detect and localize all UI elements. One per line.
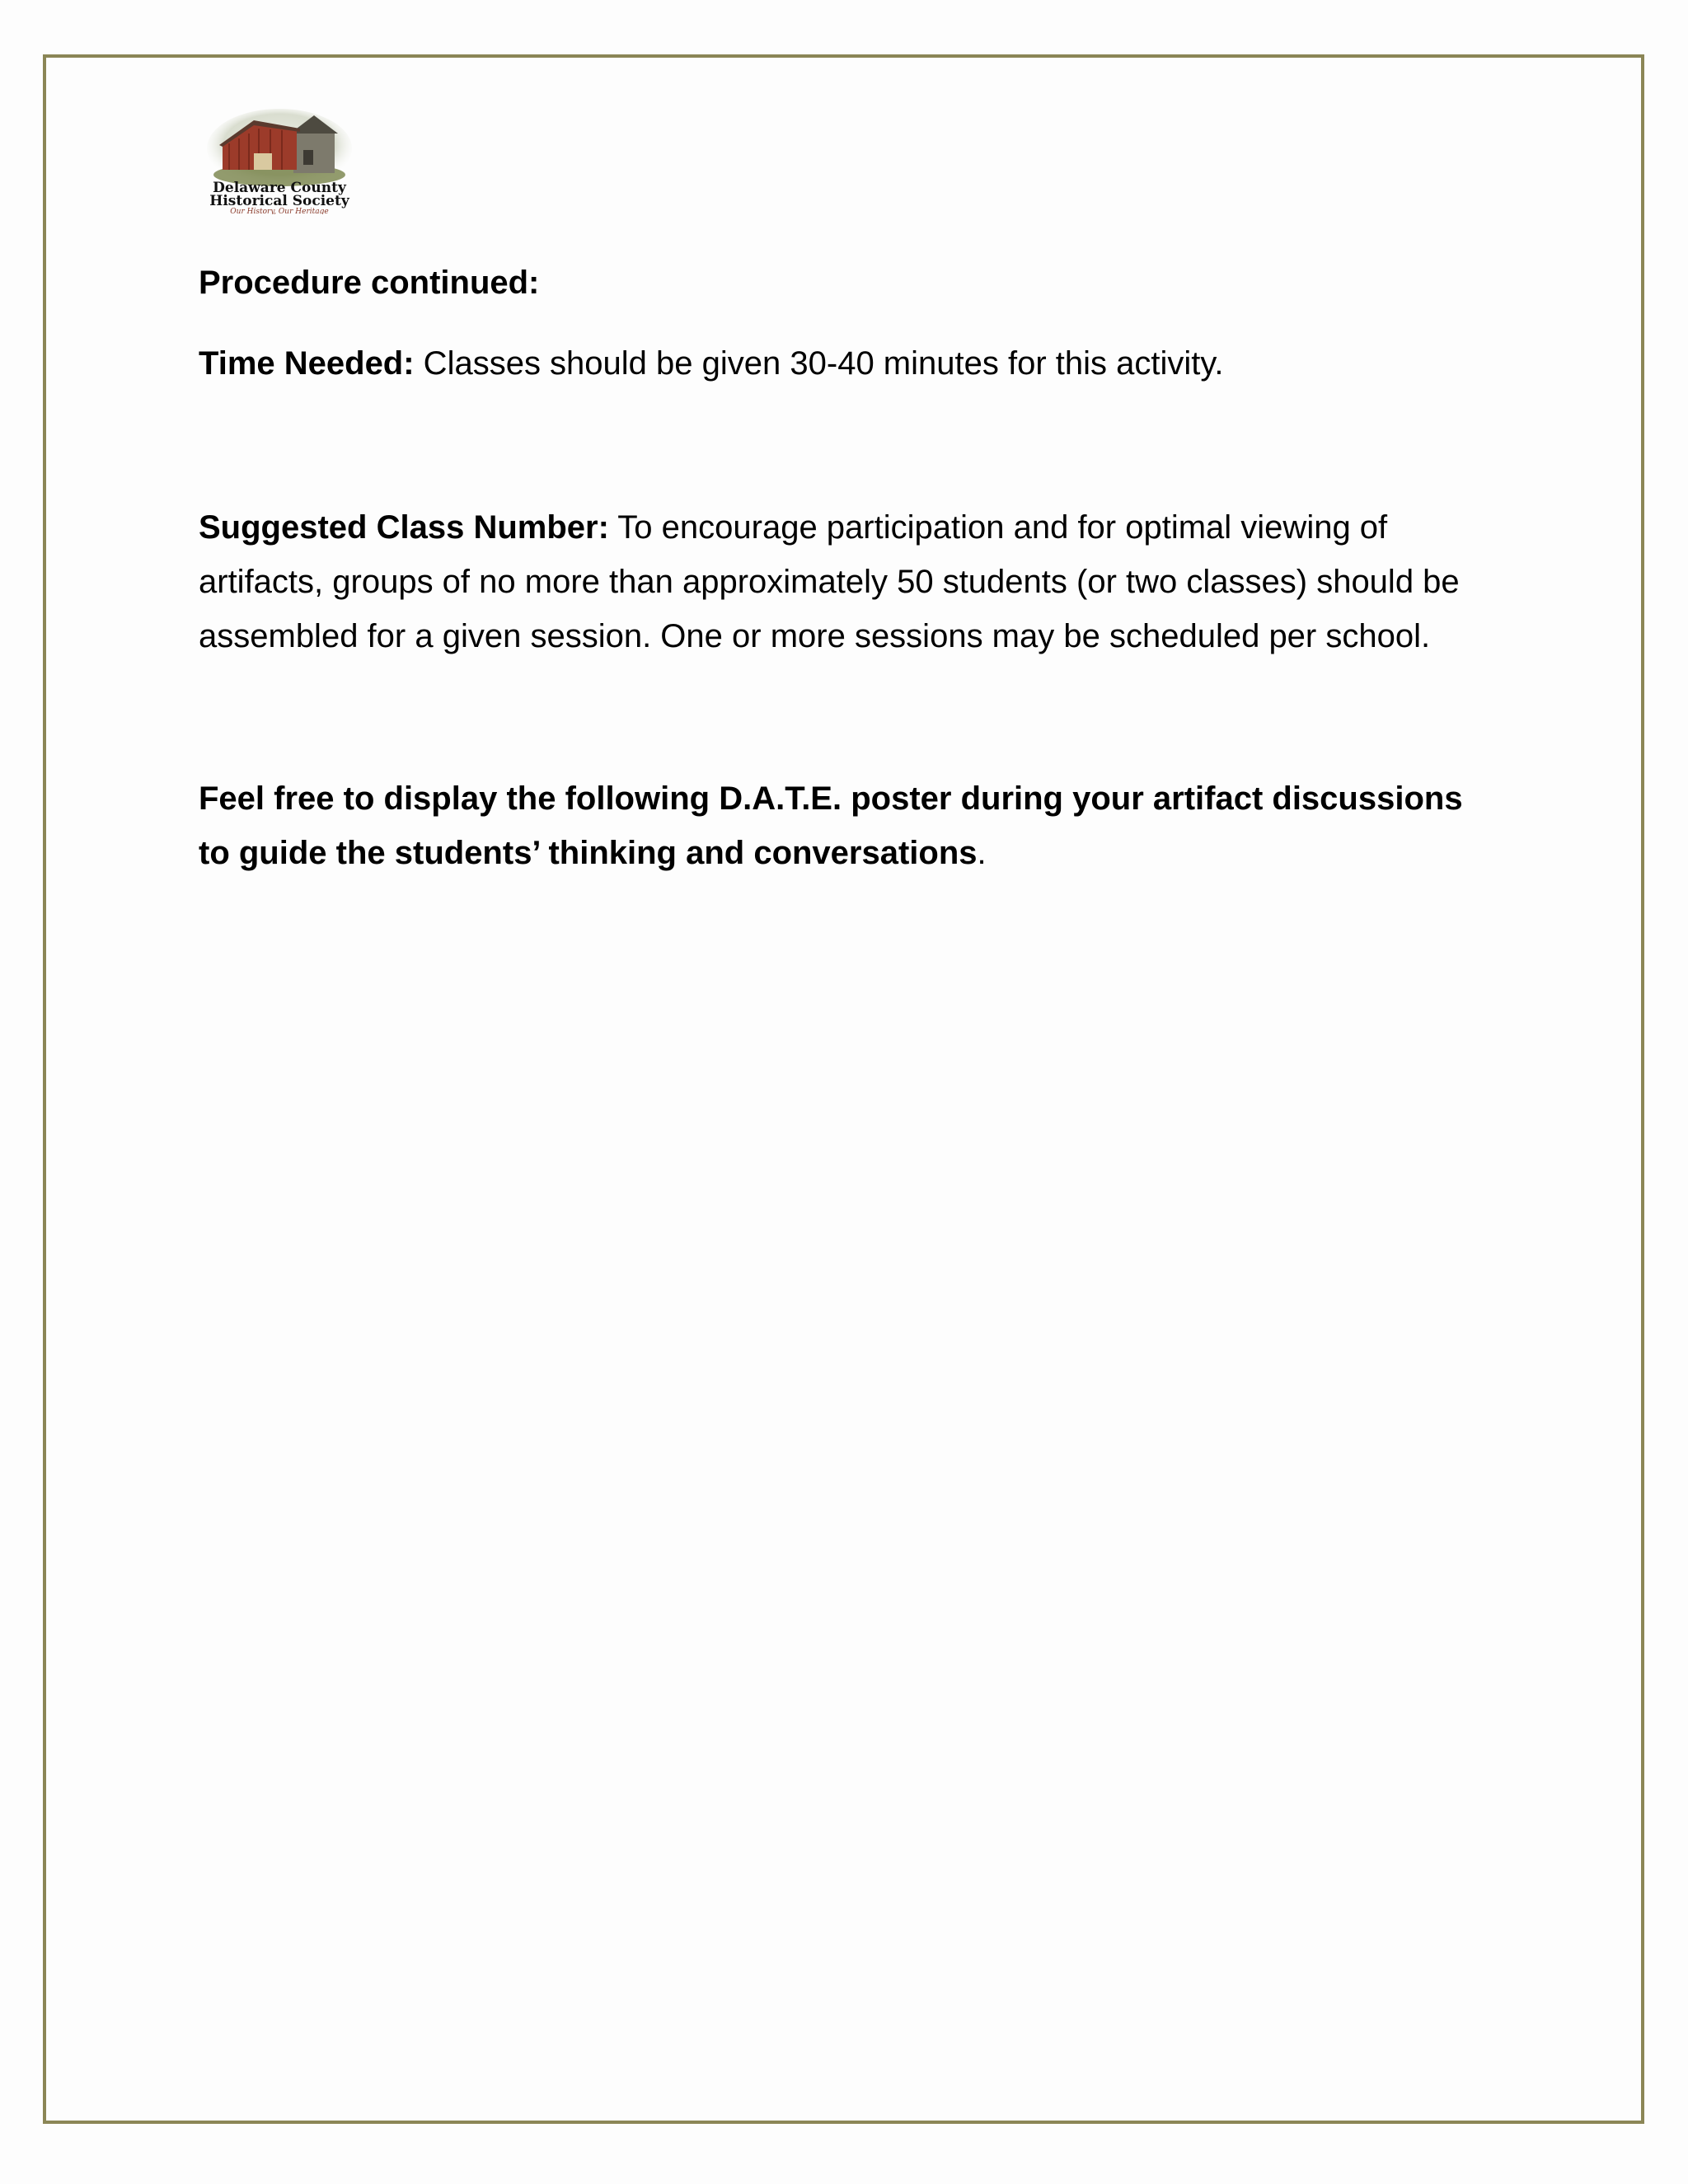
time-needed-label: Time Needed: bbox=[199, 345, 415, 382]
poster-paragraph bbox=[199, 771, 1501, 880]
poster-period: . bbox=[977, 835, 987, 871]
class-number-paragraph bbox=[199, 500, 1501, 663]
poster-text: Feel free to display the following D.A.T.E. poster during your artifact discussions to guide the students’ thinking and conversations bbox=[199, 780, 1463, 871]
svg-text:Historical Society: Historical Society bbox=[209, 193, 349, 209]
class-number-label: Suggested Class Number: bbox=[199, 509, 609, 546]
section-heading: Procedure continued: bbox=[199, 265, 540, 301]
time-needed-text: Classes should be given 30-40 minutes for this activity. bbox=[414, 345, 1224, 382]
time-needed-paragraph bbox=[199, 336, 1501, 391]
class-number-text: To encourage participation and for optimal viewing of artifacts, groups of no more than approximately 50 students (or two classes) should be assembled for a given session. One or more sessions may be scheduled per school. bbox=[199, 509, 1460, 654]
svg-text:Our History, Our Heritage: Our History, Our Heritage bbox=[230, 208, 329, 214]
document-body bbox=[199, 255, 1501, 880]
historical-society-logo bbox=[204, 107, 354, 214]
svg-text:Delaware County: Delaware County bbox=[213, 180, 346, 196]
